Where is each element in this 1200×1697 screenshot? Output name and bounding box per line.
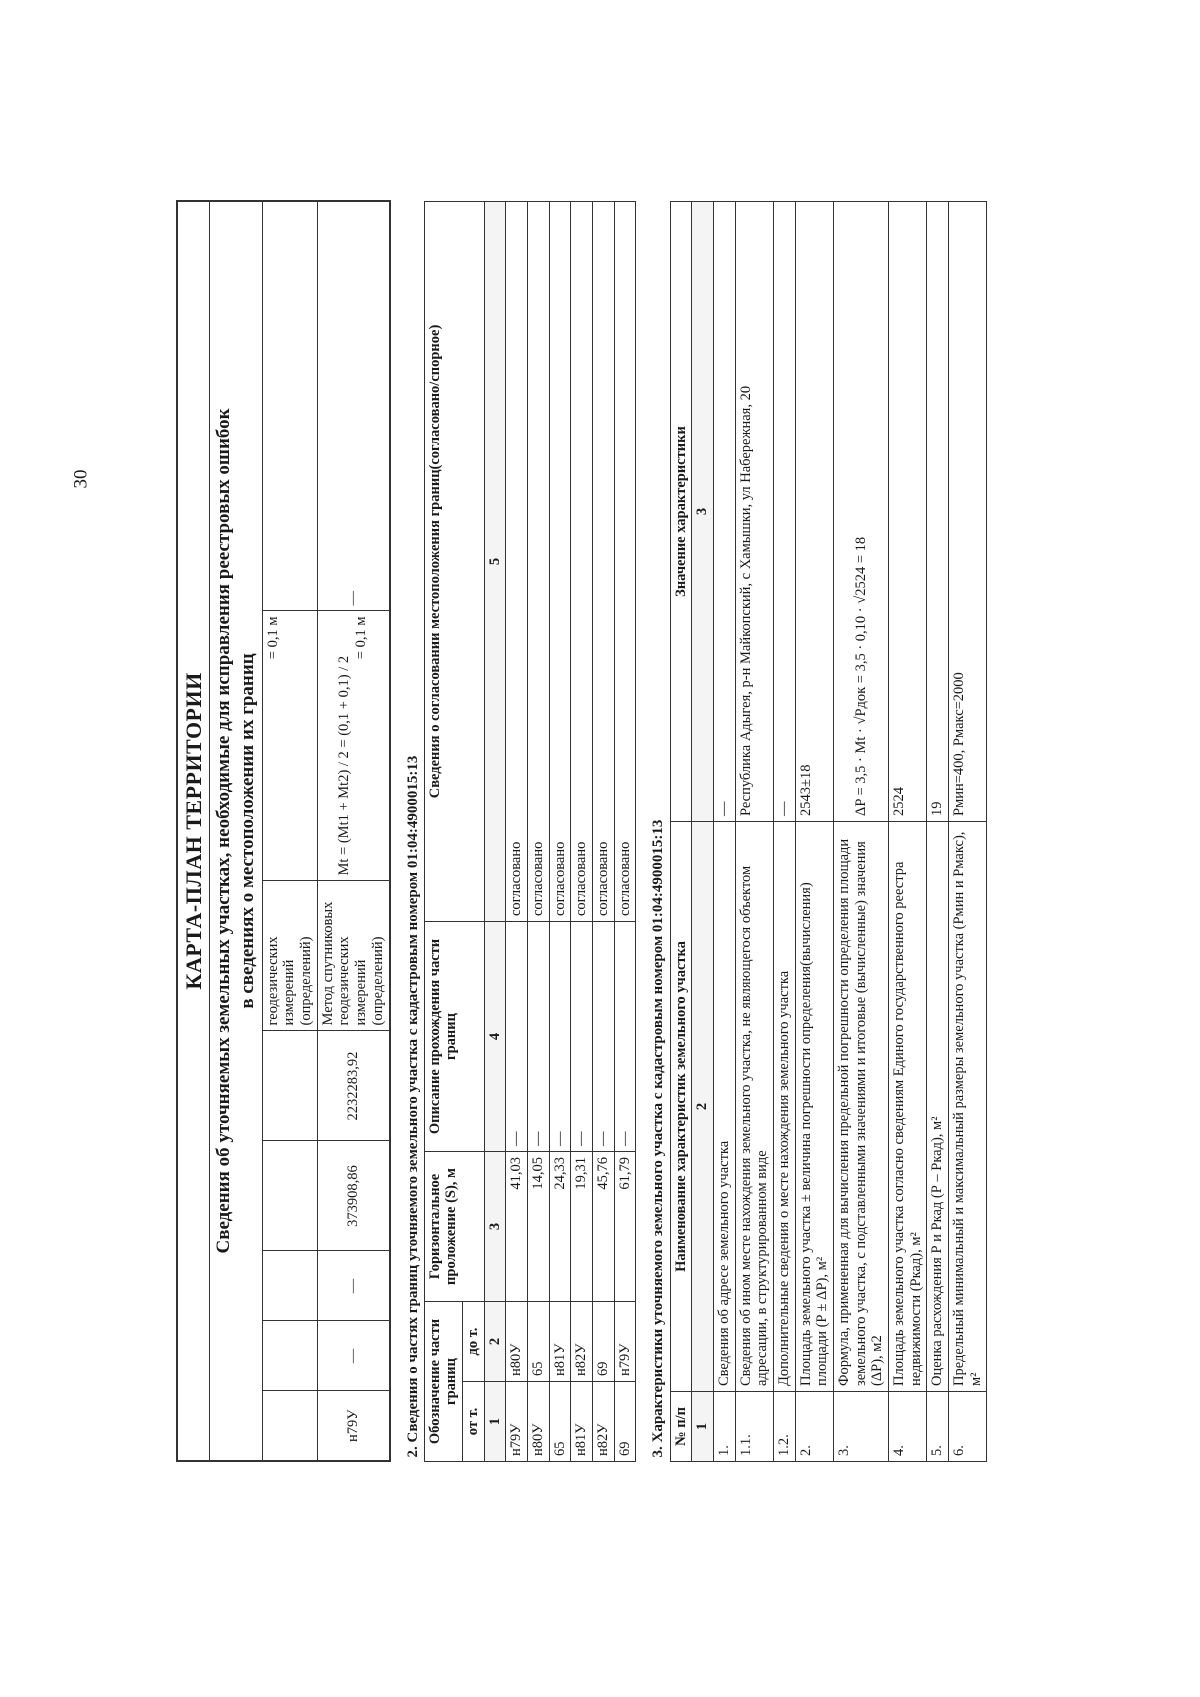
point-cell: н79У	[317, 1391, 389, 1461]
y-coordinate: 2232283,92	[317, 1031, 389, 1141]
description-value: —	[593, 922, 615, 1152]
length-value: 14,05	[528, 1152, 550, 1302]
characteristic-name: Площадь земельного участка согласно сведениям Единого государственного реестра недвижимости (Ркад), м²	[889, 822, 927, 1392]
top-row-1	[262, 201, 317, 1461]
formula-line-a: Mt = (Mt1 + Mt2) / 2 = (0,1 + 0,1) / 2	[336, 655, 353, 876]
agreement-value: согласовано	[614, 201, 636, 921]
section3-title: 3. Характеристики уточняемого земельного участка с кадастровым номером 01:04:4900015:13	[650, 819, 667, 1458]
value-header: Значение характеристики	[670, 202, 692, 822]
from-point: н80У	[528, 1382, 550, 1462]
characteristic-value: ΔP = 3,5 · Mt · √Pдок = 3,5 · 0,10 · √2524 = 18	[834, 202, 889, 822]
characteristic-value: 2543±18	[795, 202, 833, 822]
from-point: 69	[614, 1382, 636, 1462]
to-point: н81У	[549, 1302, 571, 1382]
map-plan-title: КАРТА-ПЛАН ТЕРРИТОРИИ	[177, 201, 210, 1461]
table-row	[949, 202, 987, 1462]
from-point: н81У	[571, 1382, 593, 1462]
characteristic-name: Предельный минимальный и максимальный размеры земельного участка (Рмин и Рмакс), м²	[949, 822, 987, 1392]
description-value: —	[571, 922, 593, 1152]
table-row	[795, 202, 833, 1462]
description-value: —	[614, 922, 636, 1152]
col-number: 2	[692, 822, 714, 1392]
to-point: н82У	[571, 1302, 593, 1382]
dash-cell: —	[317, 1251, 389, 1321]
characteristic-value: —	[714, 202, 736, 822]
agreement-value: согласовано	[593, 201, 615, 921]
col-number: 1	[692, 1392, 714, 1462]
length-value: 45,76	[593, 1152, 615, 1302]
section2-table	[391, 201, 637, 1462]
description-value: —	[549, 922, 571, 1152]
row-number: 5.	[927, 1392, 949, 1462]
characteristic-name: Дополнительные сведения о месте нахождения земельного участка	[774, 822, 796, 1392]
characteristic-value: —	[774, 202, 796, 822]
col-number: 3	[692, 202, 714, 822]
formula-cell: = 0,1 м	[262, 611, 317, 881]
top-row-2	[317, 201, 389, 1461]
col-number: 3	[484, 1152, 506, 1302]
agreement-value: согласовано	[506, 201, 528, 921]
table-row	[735, 202, 773, 1462]
page-number: 30	[70, 469, 92, 489]
characteristic-name: Сведения об адресе земельного участка	[714, 822, 736, 1392]
characteristic-name: Площадь земельного участка ± величина погрешности определения(вычисления) площади (P ± ΔP), м²	[795, 822, 833, 1392]
table-row	[889, 202, 927, 1462]
row-number: 1.2.	[774, 1392, 796, 1462]
col-number: 1	[484, 1382, 506, 1462]
description-value: —	[506, 922, 528, 1152]
to-point: 65	[528, 1302, 550, 1382]
rotated-sheet	[176, 202, 1036, 1462]
col-number: 4	[484, 922, 506, 1152]
to-point: н79У	[614, 1302, 636, 1382]
table-row	[593, 201, 615, 1461]
row-number: 6.	[949, 1392, 987, 1462]
characteristic-value: Республика Адыгея, р-н Майкопский, с Хамышки, ул Набережная, 20	[735, 202, 773, 822]
formula-cell	[317, 611, 389, 881]
dash-cell: —	[317, 1321, 389, 1391]
row-number: 2.	[795, 1392, 833, 1462]
length-value: 61,79	[614, 1152, 636, 1302]
method-cell: Метод спутниковых геодезических измерений (определений)	[317, 881, 389, 1031]
from-point: н79У	[506, 1382, 528, 1462]
table-row	[571, 201, 593, 1461]
characteristic-value: 2524	[889, 202, 927, 822]
formula-line-b: = 0,1 м	[353, 616, 370, 660]
main-table	[176, 200, 391, 1462]
length-value: 24,33	[549, 1152, 571, 1302]
from-point: 65	[549, 1382, 571, 1462]
method-cell: геодезических измерений (определений)	[262, 881, 317, 1031]
num-header: № п/п	[670, 1392, 692, 1462]
subtitle-line-2: в сведениях о местоположении их границ	[237, 653, 259, 1009]
table-row	[927, 202, 949, 1462]
table-row	[506, 201, 528, 1461]
x-coordinate: 373908,86	[317, 1141, 389, 1251]
row-number: 1.	[714, 1392, 736, 1462]
to-header: до т.	[463, 1302, 485, 1382]
characteristic-name: Формула, примененная для вычисления предельной погрешности определения площади земельного участка, с подставленными значениями и итоговые (вычисленные) значения (ΔP), м2	[834, 822, 889, 1392]
section3-table	[636, 201, 987, 1462]
dash-cell: —	[317, 201, 389, 611]
agreement-header: Сведения о согласовании местоположения границ(согласовано/спорное)	[424, 201, 484, 921]
length-header: Горизонтальное проложение (S), м	[424, 1152, 484, 1302]
section2-title: 2. Сведения о частях границ уточняемого земельного участка с кадастровым номером 01:04:4900015:13	[404, 755, 421, 1458]
from-point: н82У	[593, 1382, 615, 1462]
to-point: 69	[593, 1302, 615, 1382]
table-row	[714, 202, 736, 1462]
subtitle-line-1: Сведения об уточняемых земельных участках, необходимые для исправления реестровых ошибок	[213, 408, 235, 1254]
agreement-value: согласовано	[549, 201, 571, 921]
parts-header: Обозначение части границ	[424, 1302, 462, 1462]
row-number: 3.	[834, 1392, 889, 1462]
table-row	[528, 201, 550, 1461]
from-header: от т.	[463, 1382, 485, 1462]
agreement-value: согласовано	[528, 201, 550, 921]
col-number: 2	[484, 1302, 506, 1382]
to-point: н80У	[506, 1302, 528, 1382]
characteristic-name: Сведения об ином месте нахождения земельного участка, не являющегося объектом адресации, в структурированном виде	[735, 822, 773, 1392]
description-value: —	[528, 922, 550, 1152]
characteristic-value: 19	[927, 202, 949, 822]
section-subtitle	[210, 201, 263, 1461]
row-number: 4.	[889, 1392, 927, 1462]
table-row	[774, 202, 796, 1462]
row-number: 1.1.	[735, 1392, 773, 1462]
table-row	[549, 201, 571, 1461]
table-row	[614, 201, 636, 1461]
characteristic-name: Оценка расхождения Р и Ркад (Р – Ркад), м²	[927, 822, 949, 1392]
table-row	[834, 202, 889, 1462]
name-header: Наименование характеристик земельного участка	[670, 822, 692, 1392]
length-value: 41,03	[506, 1152, 528, 1302]
col-number: 5	[484, 201, 506, 921]
length-value: 19,31	[571, 1152, 593, 1302]
agreement-value: согласовано	[571, 201, 593, 921]
characteristic-value: Рмин=400, Рмакс=2000	[949, 202, 987, 822]
description-header: Описание прохождения части границ	[424, 922, 484, 1152]
